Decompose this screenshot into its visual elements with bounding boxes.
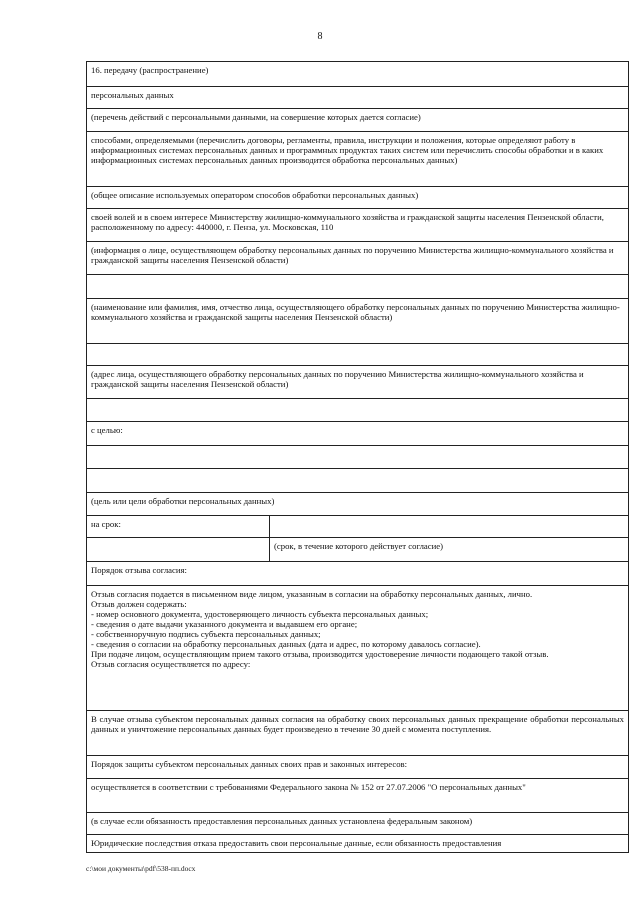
empty-cell bbox=[270, 516, 629, 538]
table-row bbox=[87, 562, 629, 586]
table-row bbox=[87, 132, 629, 187]
empty-cell bbox=[87, 446, 629, 469]
table-row bbox=[87, 516, 629, 538]
revocation-procedure-label: Порядок отзыва согласия: bbox=[87, 562, 629, 586]
purpose-label: с целью: bbox=[87, 422, 629, 446]
consent-form-table bbox=[86, 61, 629, 853]
processor-name-caption: (наименование или фамилия, имя, отчество лица, осуществляющего обработку персональных данных по поручению Министерства жилищно-коммунального хозяйства и гражданской защиты населения Пензенской области) bbox=[87, 299, 629, 344]
empty-cell bbox=[87, 275, 629, 299]
empty-cell bbox=[87, 469, 629, 493]
table-row bbox=[87, 209, 629, 242]
empty-cell bbox=[87, 538, 270, 562]
table-row bbox=[87, 779, 629, 813]
personal-data-cell: персональных данных bbox=[87, 87, 629, 109]
transfer-action-cell: 16. передачу (распространение) bbox=[87, 62, 629, 87]
obligation-caption: (в случае если обязанность предоставления персональных данных установлена федеральным законом) bbox=[87, 813, 629, 835]
table-row bbox=[87, 586, 629, 711]
table-row bbox=[87, 711, 629, 756]
rights-protection-label: Порядок защиты субъектом персональных данных своих прав и законных интересов: bbox=[87, 756, 629, 779]
revocation-procedure-text: Отзыв согласия подается в письменном виде лицом, указанным в согласии на обработку персональных данных, лично. Отзыв должен содержать: - номер основного документа, удостоверяющего личность субъекта персональных данных; - сведения о дате выдачи указанного документа и выдавшем его органе; - собственноручную подпись субъекта персональных данных; - сведения о согласии на обработку персональных данных (дата и адрес, по которому давалось согласие). При подаче лицом, осуществляющим прием такого отзыва, производится удостоверение личности подающего такой отзыв. Отзыв согласия осуществляется по адресу: bbox=[87, 586, 629, 711]
table-row bbox=[87, 187, 629, 209]
table-row bbox=[87, 299, 629, 344]
methods-caption: (общее описание используемых оператором способов обработки персональных данных) bbox=[87, 187, 629, 209]
processor-address-caption: (адрес лица, осуществляющего обработку персональных данных по поручению Министерства жилищно-коммунального хозяйства и гражданской защиты населения Пензенской области) bbox=[87, 366, 629, 399]
empty-cell bbox=[87, 399, 629, 422]
table-row bbox=[87, 813, 629, 835]
ministry-address-cell: своей волей и в своем интересе Министерству жилищно-коммунального хозяйства и гражданской защиты населения Пензенской области, расположенному по адресу: 440000, г. Пенза, ул. Московская, 110 bbox=[87, 209, 629, 242]
processing-methods-cell: способами, определяемыми (перечислить договоры, регламенты, правила, инструкции и положения, которые определяют работу в информационных системах персональных данных и программных продуктах таких систем или перечислить способы обработки и в каких информационных системах персональных данных производится обработка персональных данных) bbox=[87, 132, 629, 187]
table-row bbox=[87, 493, 629, 516]
table-row bbox=[87, 366, 629, 399]
term-label: на срок: bbox=[87, 516, 270, 538]
federal-law-reference: осуществляется в соответствии с требованиями Федерального закона № 152 от 27.07.2006 "О персональных данных" bbox=[87, 779, 629, 813]
table-row bbox=[87, 109, 629, 132]
table-row bbox=[87, 87, 629, 109]
file-path-footer: c:\мои документы\pdf\538-пп.docx bbox=[86, 864, 196, 873]
table-row bbox=[87, 538, 629, 562]
table-row bbox=[87, 446, 629, 469]
empty-cell bbox=[87, 344, 629, 366]
actions-list-caption: (перечень действий с персональными данными, на совершение которых дается согласие) bbox=[87, 109, 629, 132]
refusal-consequences-text: Юридические последствия отказа предоставить свои персональные данные, если обязанность предоставления bbox=[87, 835, 629, 853]
purpose-caption: (цель или цели обработки персональных данных) bbox=[87, 493, 629, 516]
table-row bbox=[87, 275, 629, 299]
table-row bbox=[87, 242, 629, 275]
table-row bbox=[87, 344, 629, 366]
table-row bbox=[87, 422, 629, 446]
table-row bbox=[87, 469, 629, 493]
table-row bbox=[87, 62, 629, 87]
table-row bbox=[87, 835, 629, 853]
processor-info-caption: (информация о лице, осуществляющем обработку персональных данных по поручению Министерства жилищно-коммунального хозяйства и гражданской защиты населения Пензенской области) bbox=[87, 242, 629, 275]
table-row bbox=[87, 756, 629, 779]
page-number: 8 bbox=[317, 31, 323, 42]
table-row bbox=[87, 399, 629, 422]
term-caption: (срок, в течение которого действует согласие) bbox=[270, 538, 629, 562]
revocation-consequences-text: В случае отзыва субъектом персональных данных согласия на обработку своих персональных данных прекращение обработки персональных данных и уничтожение персональных данных будет произведено в течение 30 дней с момента поступления. bbox=[87, 711, 629, 756]
